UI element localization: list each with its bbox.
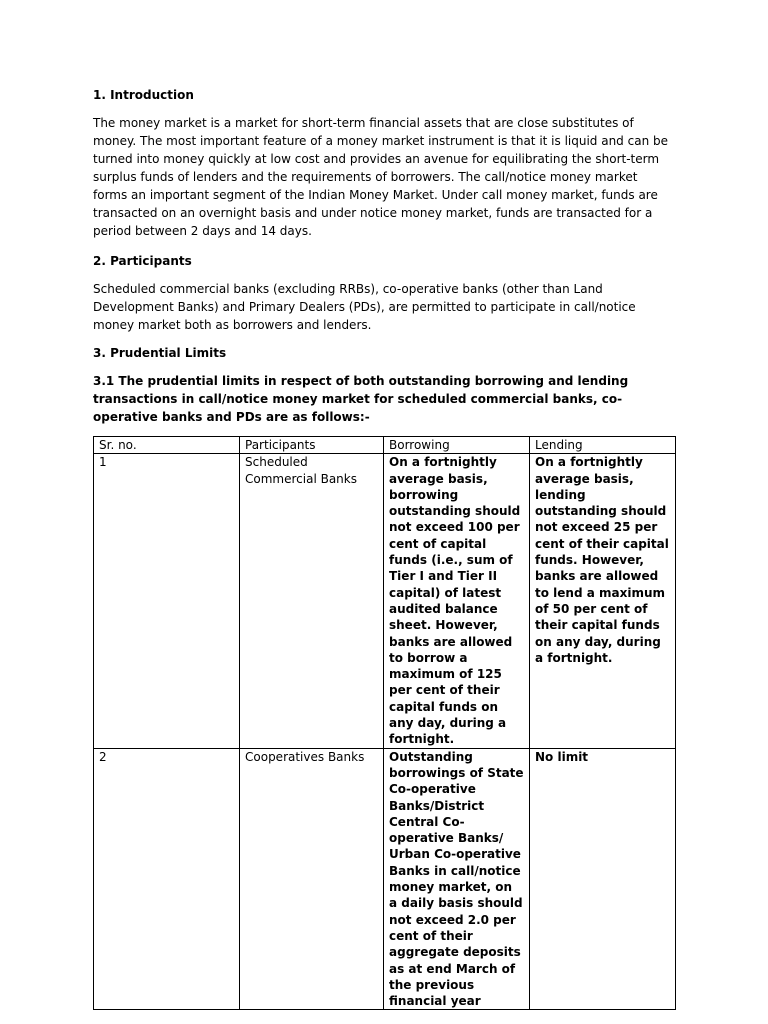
header-lending: Lending (530, 437, 676, 454)
row-lending: On a fortnightly average basis, lending outstanding should not exceed 25 per cent of their capital funds. However, banks are allowed to lend a maximum of 50 per cent of their capital funds on any day, during a fortnight. (530, 454, 676, 748)
row-participant: Cooperatives Banks (240, 748, 384, 1010)
participants-text: Scheduled commercial banks (excluding RRBs), co-operative banks (other than Land Development Banks) and Primary Dealers (PDs), are permitted to participate in call/notice money market both as borrowers and lenders. (93, 282, 636, 332)
header-sr-no: Sr. no. (94, 437, 240, 454)
table-header-row (94, 437, 676, 454)
participants-heading: 2. Participants (93, 254, 192, 268)
table-row (94, 454, 676, 748)
row-borrowing: On a fortnightly average basis, borrowing outstanding should not exceed 100 per cent of capital funds (i.e., sum of Tier I and Tier II capital) of latest audited balance sheet. However, banks are allowed to borrow a maximum of 125 per cent of their capital funds on any day, during a fortnight. (384, 454, 530, 748)
table-row (94, 748, 676, 1010)
header-participants: Participants (240, 437, 384, 454)
header-borrowing: Borrowing (384, 437, 530, 454)
prudential-limits-table (93, 436, 676, 1010)
introduction-text: The money market is a market for short-term financial assets that are close substitutes of money. The most important feature of a money market instrument is that it is liquid and can be turned into money quickly at low cost and provides an avenue for equilibrating the short-term surplus funds of lenders and the requirements of borrowers. The call/notice money market forms an important segment of the Indian Money Market. Under call money market, funds are transacted on an overnight basis and under notice money market, funds are transacted for a period between 2 days and 14 days. (93, 116, 668, 238)
row-borrowing: Outstanding borrowings of State Co-operative Banks/District Central Co-operative Banks/ Urban Co-operative Banks in call/notice money market, on a daily basis should not exceed 2.0 per cent of their aggregate deposits as at end March of the previous financial year (384, 748, 530, 1010)
prudential-limits-text: 3.1 The prudential limits in respect of both outstanding borrowing and lending transactions in call/notice money market for scheduled commercial banks, co-operative banks and PDs are as follows:- (93, 374, 629, 424)
row-sr-no: 1 (94, 454, 240, 748)
prudential-limits-heading: 3. Prudential Limits (93, 346, 227, 360)
row-lending: No limit (530, 748, 676, 1010)
introduction-heading: 1. Introduction (93, 88, 194, 102)
row-participant: Scheduled Commercial Banks (240, 454, 384, 748)
document-page (93, 86, 675, 1010)
row-sr-no: 2 (94, 748, 240, 1010)
